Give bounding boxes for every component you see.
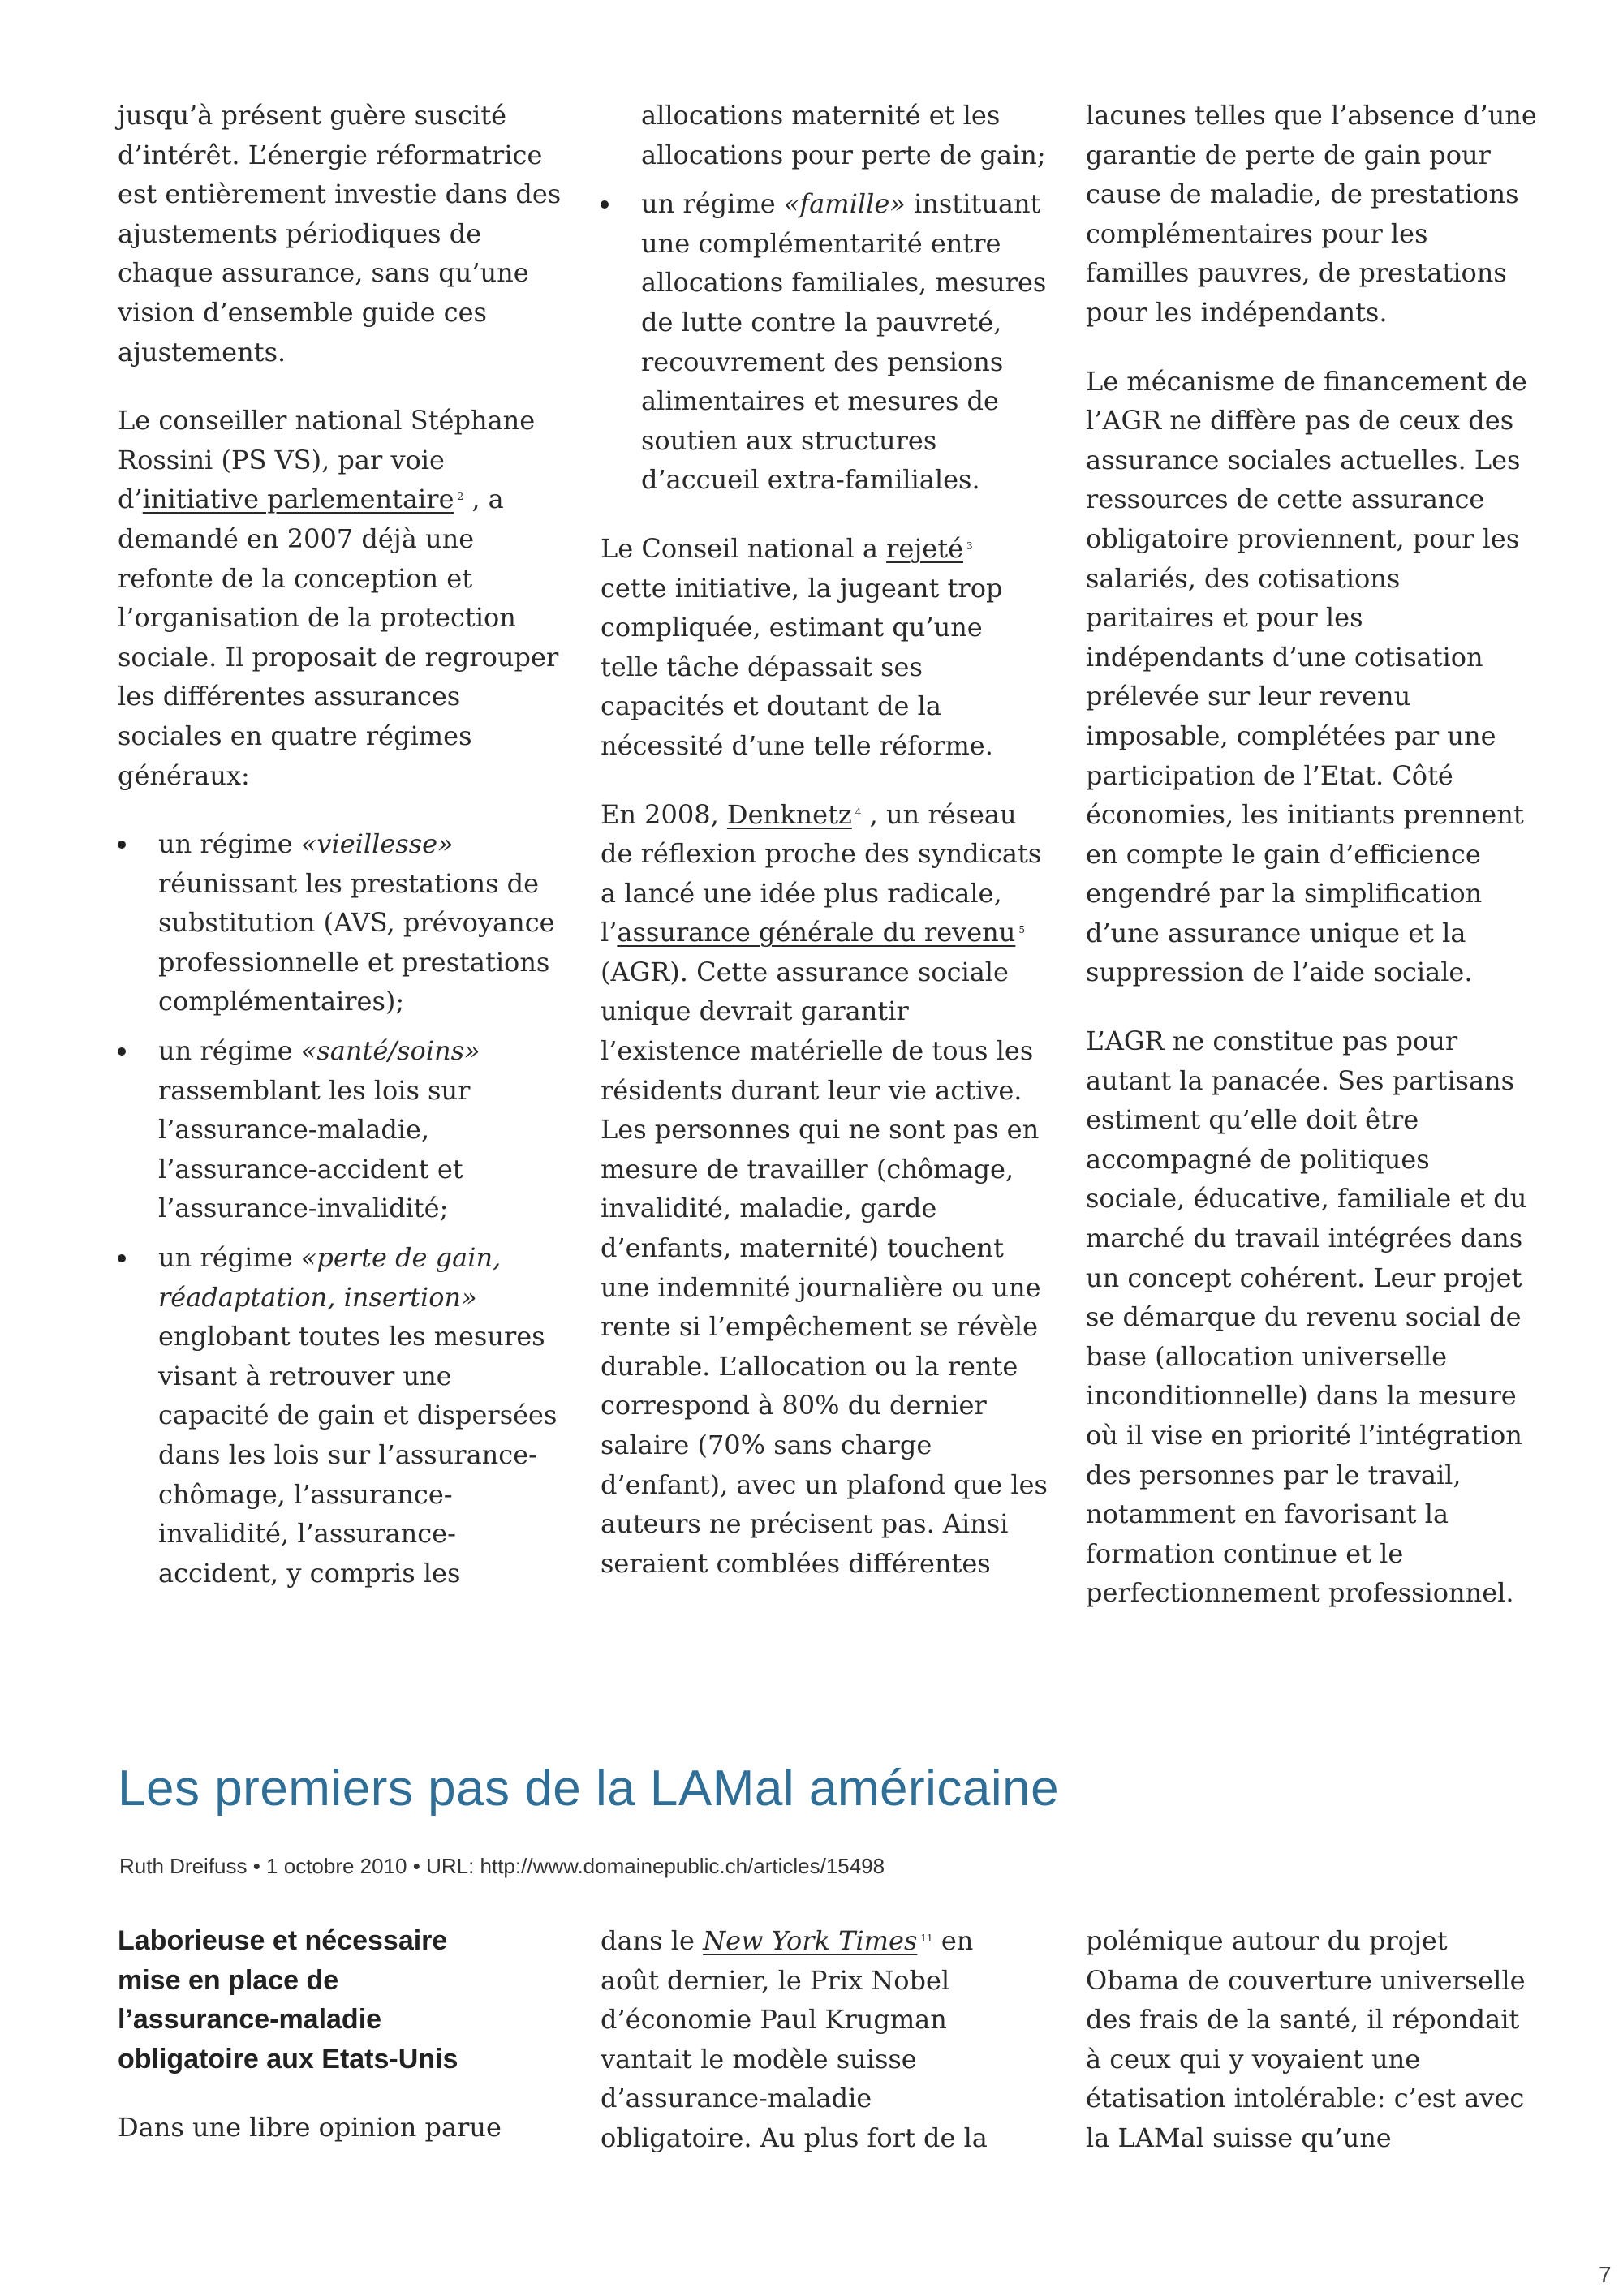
text-line: a lancé une idée plus radicale, xyxy=(601,877,1002,909)
text-line: complémentaires pour les xyxy=(1086,217,1428,249)
text-line: de lutte contre la pauvreté, xyxy=(641,306,1002,338)
text-line: cause de maladie, de prestations xyxy=(1086,178,1519,210)
text-line: L’AGR ne constitue pas pour xyxy=(1086,1025,1458,1057)
text-line: Le mécanisme de financement de xyxy=(1086,365,1527,397)
text-line: accompagné de politiques xyxy=(1086,1143,1430,1175)
denknetz-link[interactable]: Denknetz xyxy=(726,798,852,830)
text-line: sociale, éducative, familiale et du xyxy=(1086,1183,1527,1215)
article2-column-2 xyxy=(601,1921,1063,2158)
text-line: l’assurance-invalidité; xyxy=(158,1193,449,1224)
article2-column-3 xyxy=(1086,1921,1581,2158)
text-line: un régime «vieillesse» xyxy=(158,828,454,860)
text-line: imposable, complétées par une xyxy=(1086,720,1496,751)
initiative-parlementaire-link[interactable]: initiative parlementaire xyxy=(142,484,454,515)
text-line: visant à retrouver une xyxy=(158,1360,452,1391)
text-line: alimentaires et mesures de xyxy=(641,385,999,417)
text-line: l’organisation de la protection xyxy=(118,602,516,634)
text-line: de réflexion proche des syndicats xyxy=(601,838,1042,870)
text-line: garantie de perte de gain pour xyxy=(1086,139,1491,170)
text-line: prélevée sur leur revenu xyxy=(1086,681,1411,712)
text-line: chaque assurance, sans qu’une xyxy=(118,257,529,289)
column-1 xyxy=(118,96,572,1622)
regime-list-continued xyxy=(601,184,1063,500)
text-line: d’intérêt. L’énergie réformatrice xyxy=(118,139,543,170)
text-line: l’existence matérielle de tous les xyxy=(601,1035,1034,1067)
list-item xyxy=(118,1238,572,1593)
text-line: assurance sociales actuelles. Les xyxy=(1086,444,1521,475)
text-line: dans les lois sur l’assurance- xyxy=(158,1439,537,1470)
text-line: estiment qu’elle doit être xyxy=(1086,1104,1419,1136)
list-item xyxy=(118,1031,572,1228)
column-2 xyxy=(601,96,1063,1583)
text-line: Les personnes qui ne sont pas en xyxy=(601,1114,1040,1146)
list-item xyxy=(601,184,1063,500)
text-line: réadaptation, insertion» xyxy=(158,1281,477,1313)
list-item xyxy=(118,824,572,1021)
text-line: Laborieuse et nécessaire xyxy=(118,1925,448,1956)
article-title: Les premiers pas de la LAMal américaine xyxy=(118,1761,1060,1817)
text-line: d’économie Paul Krugman xyxy=(601,2004,947,2036)
text-line: l’assurance-maladie xyxy=(118,2004,382,2035)
text-line: l’assurance-accident et xyxy=(158,1153,463,1185)
text-line: Dans une libre opinion parue xyxy=(118,2112,502,2143)
text-line: indépendants d’une cotisation xyxy=(1086,641,1483,673)
footnote-ref: 2 xyxy=(457,491,464,503)
text-line: en compte le gain d’efficience xyxy=(1086,838,1481,870)
text-line: sociale. Il proposait de regrouper xyxy=(118,641,559,673)
text-line: l’assurance générale du revenu $^5$ xyxy=(601,917,1026,948)
text-line: mesure de travailler (chômage, xyxy=(601,1153,1014,1185)
text-line: autant la panacée. Ses partisans xyxy=(1086,1064,1515,1096)
text-line: substitution (AVS, prévoyance xyxy=(158,907,555,939)
text-line: d’enfant), avec un plafond que les xyxy=(601,1468,1048,1500)
text-line: ressources de cette assurance xyxy=(1086,484,1485,515)
paragraph xyxy=(1086,362,1581,993)
text-line: un régime «famille» instituant xyxy=(641,188,1041,220)
text-line: un régime «santé/soins» xyxy=(158,1035,480,1067)
paragraph xyxy=(601,529,1063,766)
text-line: généraux: xyxy=(118,759,250,791)
column-3 xyxy=(1086,96,1581,1613)
text-line: unique devrait garantir xyxy=(601,995,909,1027)
text-line: allocations maternité et les xyxy=(641,100,1001,131)
text-line: un régime «perte de gain, xyxy=(158,1242,502,1274)
text-line: mise en place de xyxy=(118,1964,339,1996)
text-line: une complémentarité entre xyxy=(641,227,1001,259)
text-line: capacité de gain et dispersées xyxy=(158,1400,558,1431)
text-line: lacunes telles que l’absence d’une xyxy=(1086,100,1537,131)
paragraph xyxy=(1086,96,1581,333)
text-line: telle tâche dépassait ses xyxy=(601,651,923,682)
list-continuation xyxy=(601,96,1063,174)
text-line: étatisation intolérable: c’est avec xyxy=(1086,2083,1525,2114)
text-line: refonte de la conception et xyxy=(118,562,473,594)
text-line: compliquée, estimant qu’une xyxy=(601,612,983,643)
text-line: obligatoire aux Etats-Unis xyxy=(118,2043,458,2075)
text-line: résidents durant leur vie active. xyxy=(601,1074,1022,1106)
text-line: d’enfants, maternité) touchent xyxy=(601,1232,1004,1264)
footnote-ref: 5 xyxy=(1018,924,1026,936)
text-line: économies, les initiants prennent xyxy=(1086,799,1524,831)
text-line: (AGR). Cette assurance sociale xyxy=(601,956,1009,987)
text-line: vision d’ensemble guide ces xyxy=(118,296,487,328)
text-line: l’AGR ne diffère pas de ceux des xyxy=(1086,405,1514,436)
article-byline: Ruth Dreifuss • 1 octobre 2010 • URL: http://www.domainepublic.ch/articles/15498 xyxy=(119,1854,885,1878)
text-line: une indemnité journalière ou une xyxy=(601,1271,1041,1303)
text-line: ajustements. xyxy=(118,336,286,368)
text-line: durable. L’allocation ou la rente xyxy=(601,1350,1018,1382)
text-line: recouvrement des pensions xyxy=(641,346,1004,377)
text-line: chômage, l’assurance- xyxy=(158,1478,453,1510)
text-line: participation de l’Etat. Côté xyxy=(1086,759,1453,791)
paragraph xyxy=(1086,1921,1581,2158)
assurance-generale-link[interactable]: assurance générale du revenu xyxy=(617,917,1016,948)
footnote-ref: 4 xyxy=(855,806,862,818)
text-line: marché du travail intégrées dans xyxy=(1086,1223,1523,1254)
paragraph xyxy=(118,2108,572,2148)
article-lead xyxy=(118,1921,572,2079)
text-line: En 2008, Denknetz $^4$ , un réseau xyxy=(601,798,1017,830)
text-line: demandé en 2007 déjà une xyxy=(118,522,475,554)
text-line: dans le New York Times $^{11}$ en xyxy=(601,1925,974,1956)
paragraph xyxy=(118,96,572,372)
text-line: d’assurance-maladie xyxy=(601,2083,872,2114)
text-line: rente si l’empêchement se révèle xyxy=(601,1311,1039,1343)
text-line: professionnelle et prestations xyxy=(158,946,550,978)
text-line: se démarque du revenu social de xyxy=(1086,1301,1522,1333)
regime-list xyxy=(118,824,572,1593)
text-line: englobant toutes les mesures xyxy=(158,1321,545,1352)
page-number: 7 xyxy=(1599,2262,1612,2287)
text-line: Rossini (PS VS), par voie xyxy=(118,444,445,475)
text-line: inconditionnelle) dans la mesure xyxy=(1086,1380,1517,1412)
text-line: nécessité d’une telle réforme. xyxy=(601,729,993,761)
text-line: d’une assurance unique et la xyxy=(1086,917,1466,948)
text-line: engendré par la simplification xyxy=(1086,878,1483,909)
paragraph xyxy=(601,1921,1063,2158)
text-line: suppression de l’aide sociale. xyxy=(1086,957,1473,988)
text-line: paritaires et pour les xyxy=(1086,602,1363,634)
footnote-ref: 3 xyxy=(966,540,973,552)
paragraph xyxy=(118,401,572,795)
text-line: capacités et doutant de la xyxy=(601,690,941,722)
text-line: jusqu’à présent guère suscité xyxy=(118,100,507,131)
text-line: d’initiative parlementaire $^2$ , a xyxy=(118,484,504,515)
text-line: à ceux qui y voyaient une xyxy=(1086,2043,1421,2075)
text-line: rassemblant les lois sur xyxy=(158,1074,471,1106)
text-line: des frais de la santé, il répondait xyxy=(1086,2004,1520,2036)
text-line: la LAMal suisse qu’une xyxy=(1086,2122,1392,2153)
text-line: auteurs ne précisent pas. Ainsi xyxy=(601,1508,1009,1540)
text-line: est entièrement investie dans des xyxy=(118,178,562,210)
text-line: cette initiative, la jugeant trop xyxy=(601,572,1003,604)
footnote-ref: 11 xyxy=(920,1933,933,1944)
text-line: correspond à 80% du dernier xyxy=(601,1390,987,1421)
text-line: l’assurance-maladie, xyxy=(158,1114,430,1146)
text-line: salariés, des cotisations xyxy=(1086,562,1401,594)
text-line: seraient comblées différentes xyxy=(601,1547,991,1579)
text-line: un concept cohérent. Leur projet xyxy=(1086,1262,1522,1293)
text-line: ajustements périodiques de xyxy=(118,217,482,249)
text-line: soutien aux structures xyxy=(641,424,937,456)
text-line: des personnes par le travail, xyxy=(1086,1459,1462,1490)
text-line: perfectionnement professionnel. xyxy=(1086,1577,1514,1609)
text-line: Obama de couverture universelle xyxy=(1086,1964,1526,1996)
text-line: obligatoire. Au plus fort de la xyxy=(601,2122,988,2153)
text-line: Le Conseil national a rejeté $^3$ xyxy=(601,532,973,564)
text-line: accident, y compris les xyxy=(158,1557,461,1589)
text-line: salaire (70% sans charge xyxy=(601,1430,932,1460)
text-line: formation continue et le xyxy=(1086,1537,1404,1569)
text-line: obligatoire proviennent, pour les xyxy=(1086,522,1520,554)
article2-column-1 xyxy=(118,1921,572,2148)
text-line: août dernier, le Prix Nobel xyxy=(601,1964,950,1996)
text-line: réunissant les prestations de xyxy=(158,867,540,899)
text-line: d’accueil extra-familiales. xyxy=(641,464,980,496)
text-line: polémique autour du projet xyxy=(1086,1925,1448,1956)
text-line: base (allocation universelle xyxy=(1086,1340,1448,1372)
text-line: Le conseiller national Stéphane xyxy=(118,405,536,436)
paragraph xyxy=(1086,1021,1581,1613)
text-line: pour les indépendants. xyxy=(1086,296,1388,328)
text-line: vantait le modèle suisse xyxy=(601,2043,917,2075)
text-line: complémentaires); xyxy=(158,986,405,1017)
text-line: invalidité, maladie, garde xyxy=(601,1193,937,1224)
text-line: notamment en favorisant la xyxy=(1086,1498,1449,1530)
new-york-times-link[interactable]: New York Times xyxy=(703,1925,918,1956)
text-line: allocations pour perte de gain; xyxy=(641,139,1046,170)
text-line: invalidité, l’assurance- xyxy=(158,1518,456,1550)
text-line: les différentes assurances xyxy=(118,681,461,712)
rejete-link[interactable]: rejeté xyxy=(886,532,963,564)
text-line: sociales en quatre régimes xyxy=(118,720,472,751)
text-line: familles pauvres, de prestations xyxy=(1086,257,1507,289)
text-line: allocations familiales, mesures xyxy=(641,267,1047,299)
text-line: où il vise en priorité l’intégration xyxy=(1086,1420,1522,1451)
paragraph xyxy=(601,795,1063,1584)
